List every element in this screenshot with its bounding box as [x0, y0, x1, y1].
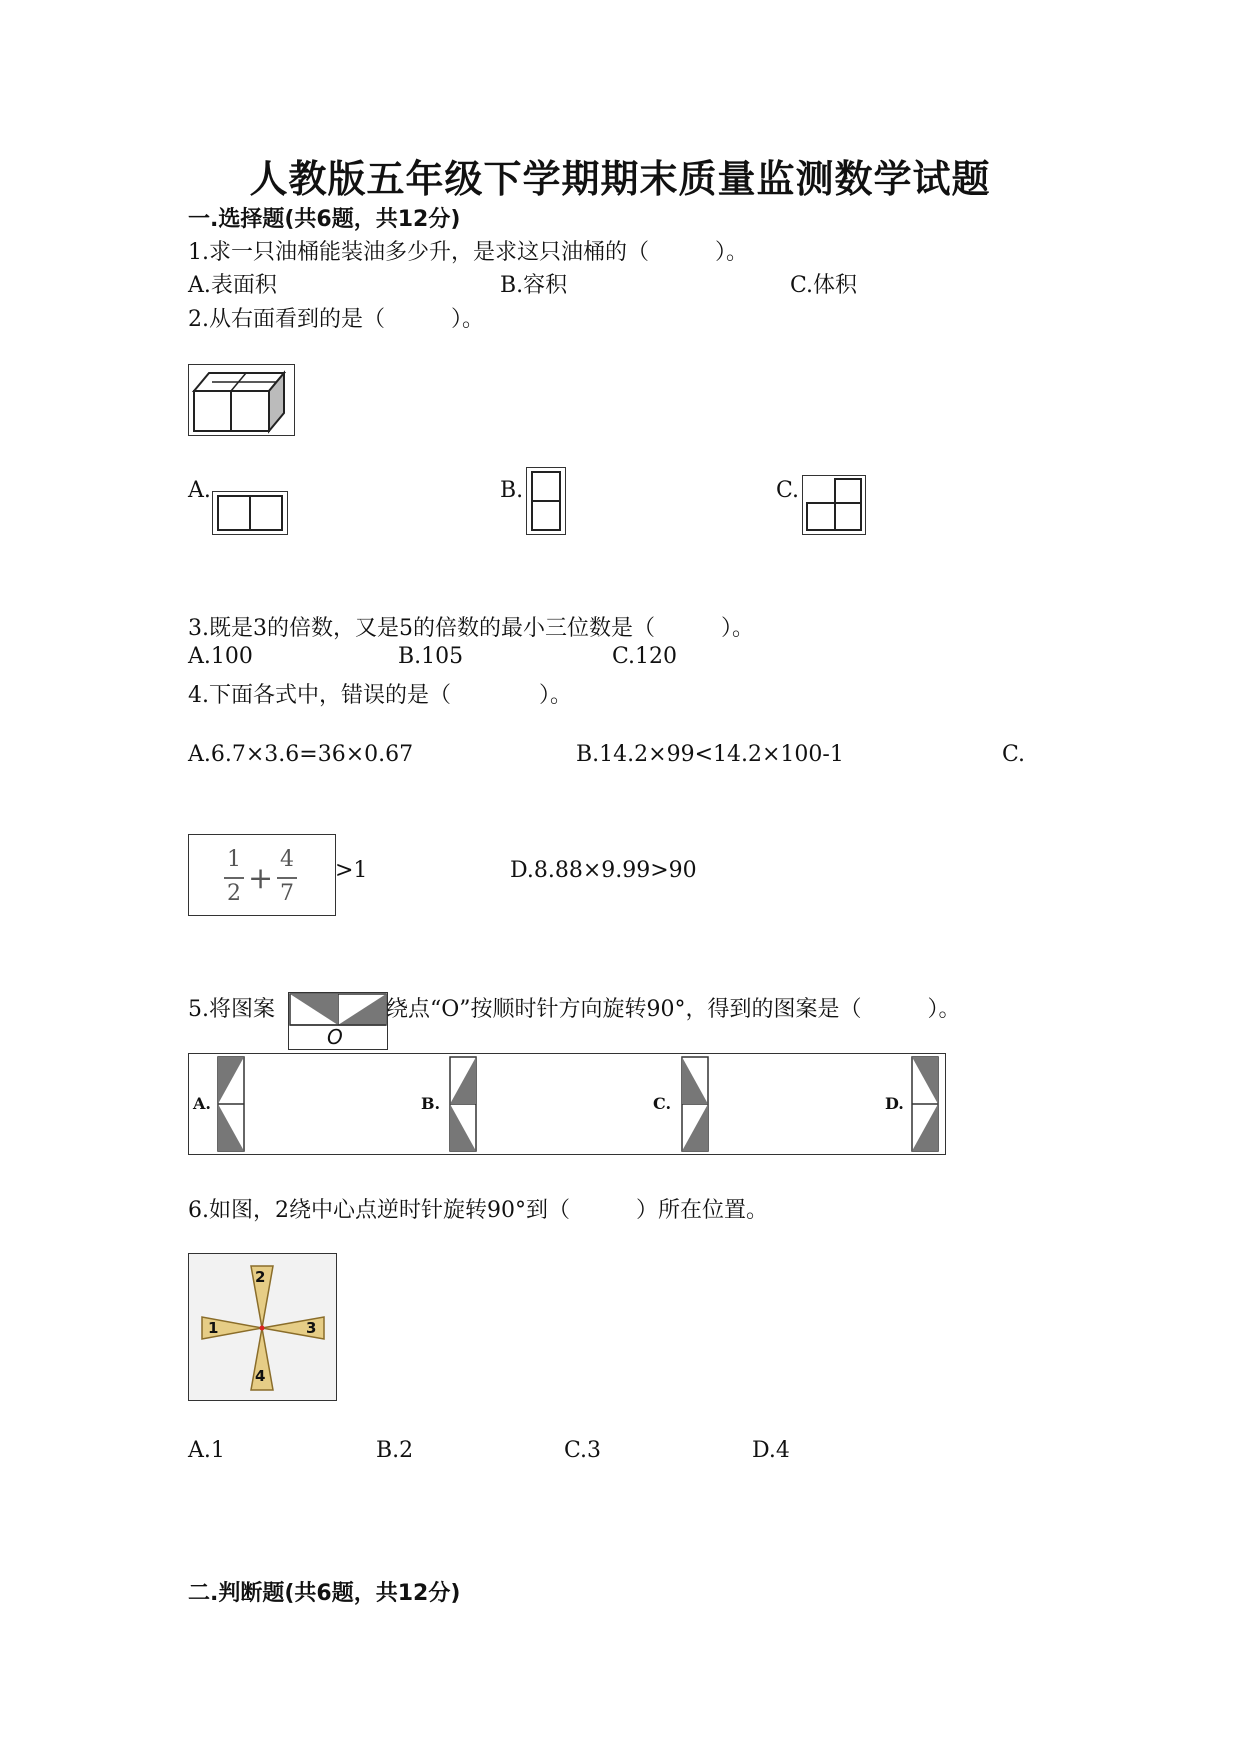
fraction-expression[interactable]: [188, 834, 336, 916]
q5-option-d-figure[interactable]: [911, 1056, 939, 1152]
q5-option-d-label[interactable]: D.: [885, 1094, 904, 1113]
q5-option-a-label[interactable]: A.: [193, 1094, 211, 1113]
q1-option-b[interactable]: B.容积: [500, 273, 568, 298]
q1-option-a[interactable]: A.表面积: [188, 273, 277, 298]
q3-option-c[interactable]: C.120: [612, 644, 678, 669]
question-3: 3.既是3的倍数，又是5的倍数的最小三位数是（ ）。: [188, 616, 754, 641]
fraction-1-numerator: 1: [227, 847, 241, 872]
q4-option-d[interactable]: D.8.88×9.99>90: [510, 858, 697, 883]
q5-pattern-figure: [288, 992, 388, 1050]
q4-option-a[interactable]: A.6.7×3.6=36×0.67: [188, 742, 414, 767]
cuboid-figure: [188, 364, 295, 436]
fraction-2-bar: [277, 877, 297, 879]
question-5-suffix: 绕点“O”按顺时针方向旋转90°，得到的图案是（ ）。: [386, 997, 961, 1022]
q2-option-c-figure[interactable]: [802, 475, 866, 535]
petal-label-1: 1: [208, 1319, 219, 1337]
petal-label-3: 3: [306, 1319, 317, 1337]
q4-option-c-suffix: >1: [335, 858, 368, 883]
fraction-2-numerator: 4: [280, 847, 294, 872]
q2-option-b-label[interactable]: B.: [500, 478, 524, 503]
fraction-1-denominator: 2: [227, 881, 241, 906]
q6-option-d[interactable]: D.4: [752, 1438, 790, 1463]
fraction-2-denominator: 7: [280, 881, 294, 906]
question-6: 6.如图，2绕中心点逆时针旋转90°到（ ）所在位置。: [188, 1198, 768, 1223]
q5-option-b-label[interactable]: B.: [421, 1094, 441, 1113]
q3-option-b[interactable]: B.105: [398, 644, 464, 669]
q5-options-strip: [188, 1053, 946, 1155]
q5-option-c-label[interactable]: C.: [653, 1094, 672, 1113]
question-1: 1.求一只油桶能装油多少升，是求这只油桶的（ ）。: [188, 240, 748, 265]
fraction-1-bar: [224, 877, 244, 879]
q5-option-c-figure[interactable]: [681, 1056, 709, 1152]
q2-option-b-figure[interactable]: [526, 467, 566, 535]
q5-option-b-figure[interactable]: [449, 1056, 477, 1152]
section-heading-judgement: 二.判断题(共6题，共12分): [188, 1581, 461, 1606]
point-o-label: O: [327, 1025, 343, 1049]
q6-option-b[interactable]: B.2: [376, 1438, 414, 1463]
q5-option-a-figure[interactable]: [217, 1056, 245, 1152]
q4-option-b[interactable]: B.14.2×99<14.2×100-1: [576, 742, 844, 767]
page-title: 人教版五年级下学期期末质量监测数学试题: [249, 157, 991, 201]
plus-sign: +: [248, 861, 274, 896]
q2-option-a-label[interactable]: A.: [188, 478, 211, 503]
question-4: 4.下面各式中，错误的是（ ）。: [188, 683, 572, 708]
q2-option-a-figure[interactable]: [212, 491, 288, 535]
petal-label-2: 2: [255, 1268, 266, 1286]
q6-option-a[interactable]: A.1: [188, 1438, 225, 1463]
petal-label-4: 4: [255, 1367, 266, 1385]
q1-option-c[interactable]: C.体积: [790, 273, 858, 298]
question-5-prefix: 5.将图案: [188, 997, 275, 1022]
q6-option-c[interactable]: C.3: [564, 1438, 602, 1463]
q3-option-a[interactable]: A.100: [188, 644, 253, 669]
q2-option-c-label[interactable]: C.: [776, 478, 800, 503]
section-heading-choice: 一.选择题(共6题，共12分): [188, 207, 461, 232]
question-2: 2.从右面看到的是（ ）。: [188, 307, 484, 332]
pinwheel-figure: [188, 1253, 337, 1401]
q4-option-c-label[interactable]: C.: [1002, 742, 1026, 767]
